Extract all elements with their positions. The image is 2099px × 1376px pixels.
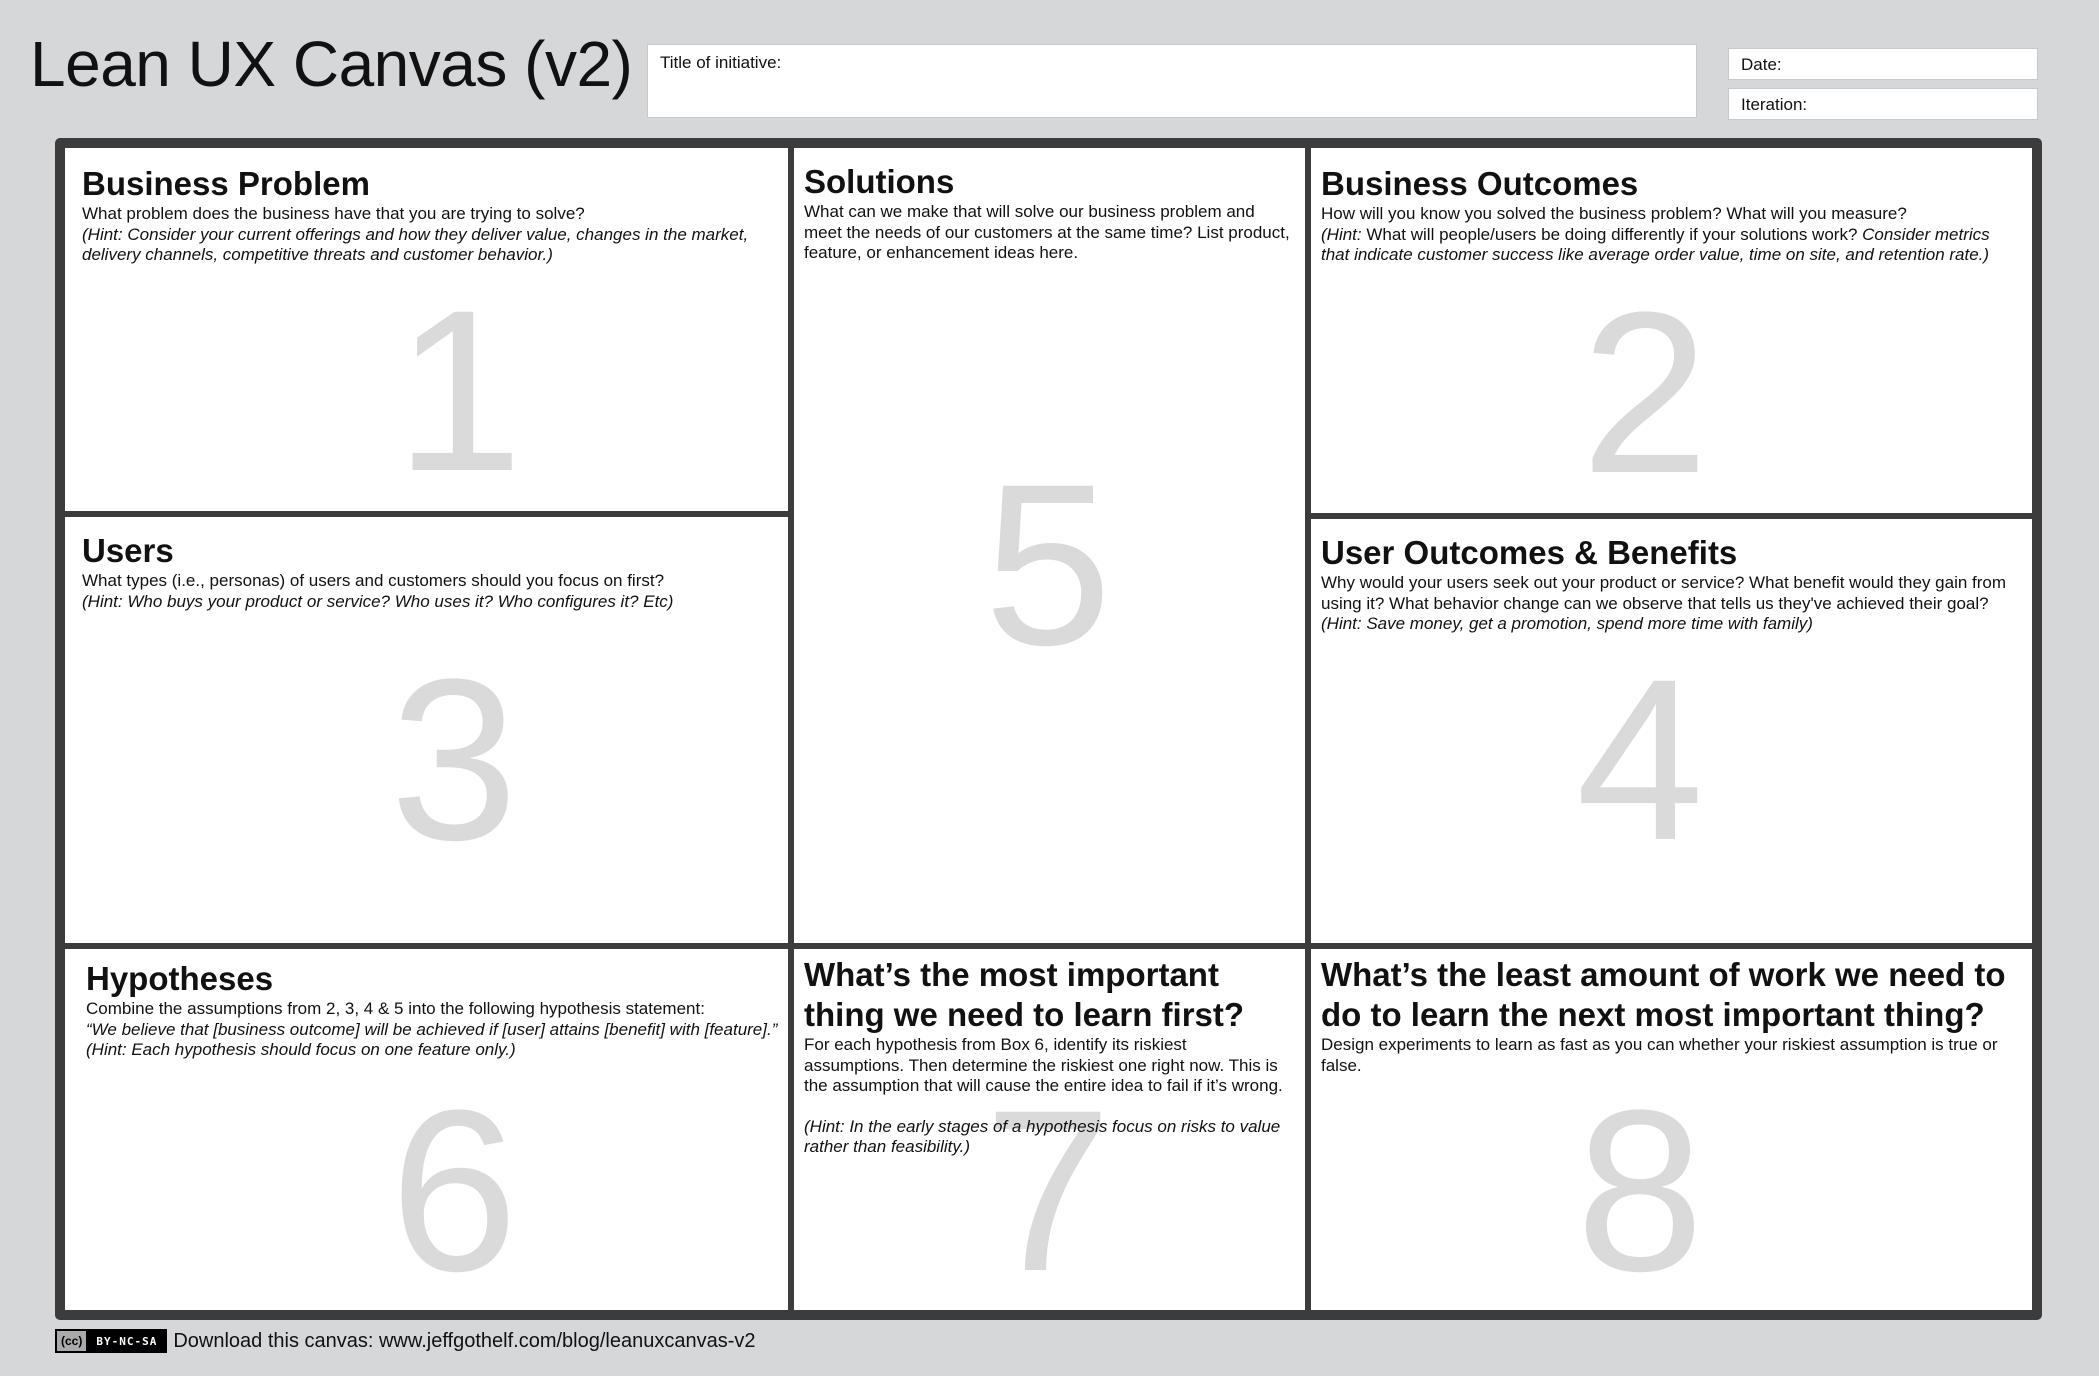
lean-ux-canvas (55, 138, 2042, 1320)
box-hint: (Hint: Save money, get a promotion, spend more time with family) (1321, 614, 1813, 633)
box-heading: Users (82, 532, 174, 569)
box-user-outcomes[interactable] (1311, 519, 2032, 943)
hint-plain: What will people/users be doing differently if your solutions work? (1361, 224, 1863, 244)
box-hint: (Hint: Consider your current offerings and how they deliver value, changes in the market, delivery channels, competitive threats and customer behavior.) (82, 224, 749, 264)
box-solutions[interactable] (794, 148, 1305, 943)
box-business-outcomes[interactable] (1311, 148, 2032, 513)
page-title: Lean UX Canvas (v2) (30, 28, 633, 100)
box-number: 1 (395, 262, 523, 511)
date-label: Date: (1741, 55, 1782, 74)
box-number: 7 (984, 1062, 1112, 1310)
box-business-problem[interactable] (65, 148, 788, 511)
box-hypotheses[interactable] (65, 949, 788, 1310)
footer (55, 1328, 756, 1354)
box-description: For each hypothesis from Box 6, identify its riskiest assumptions. Then determine the riskiest one right now. This is the assumption that will cause the entire idea to fail if it’s wrong. (804, 1035, 1283, 1095)
hint-rest: Consider metrics that indicate customer success like average order value, time on site, and retention rate.) (1321, 224, 1990, 264)
box-number: 4 (1576, 631, 1704, 888)
box-heading: Business Outcomes (1321, 165, 1639, 202)
cc-license-badge[interactable] (55, 1329, 167, 1353)
box-description: What problem does the business have that you are trying to solve? (82, 204, 585, 223)
box-users[interactable] (65, 517, 788, 943)
initiative-title-label: Title of initiative: (660, 53, 782, 72)
box-heading: Business Problem (82, 165, 370, 202)
box-heading: Solutions (804, 163, 955, 200)
iteration-field[interactable] (1728, 88, 2038, 120)
box-learn-first[interactable] (794, 949, 1305, 1310)
box-heading: What’s the most important thing we need to learn first? (804, 956, 1245, 1033)
box-hint: (Hint: Each hypothesis should focus on one feature only.) (86, 1040, 516, 1059)
box-description: Design experiments to learn as fast as you can whether your riskiest assumption is true or false. (1321, 1035, 1998, 1075)
hypothesis-statement: “We believe that [business outcome] will be achieved if [user] attains [benefit] with [feature].” (86, 1019, 778, 1039)
cc-icon: (cc) (57, 1331, 88, 1351)
download-link[interactable]: Download this canvas: www.jeffgothelf.com/blog/leanuxcanvas-v2 (173, 1329, 756, 1352)
box-hint: (Hint: In the early stages of a hypothesis focus on risks to value rather than feasibility.) (804, 1116, 1281, 1156)
box-least-work[interactable] (1311, 949, 2032, 1310)
box-description: How will you know you solved the business problem? What will you measure? (1321, 204, 1907, 223)
box-number: 5 (984, 436, 1112, 693)
iteration-label: Iteration: (1741, 95, 1808, 114)
box-description: What types (i.e., personas) of users and customers should you focus on first? (82, 571, 665, 590)
box-description: Combine the assumptions from 2, 3, 4 & 5 into the following hypothesis statement: (86, 999, 705, 1018)
box-heading: What’s the least amount of work we need to do to learn the next most important thing? (1321, 956, 2006, 1033)
box-hint (1321, 225, 2018, 266)
box-heading: Hypotheses (86, 960, 274, 997)
box-hint: (Hint: Who buys your product or service? Who uses it? Who configures it? Etc) (82, 591, 674, 611)
box-heading: User Outcomes & Benefits (1321, 534, 1738, 571)
box-description: What can we make that will solve our business problem and meet the needs of our customers at the same time? List product, feature, or enhancement ideas here. (804, 202, 1290, 262)
initiative-title-field[interactable] (647, 44, 1697, 118)
box-number: 2 (1581, 264, 1709, 513)
box-number: 8 (1576, 1062, 1704, 1310)
hint-prefix: (Hint: (1321, 224, 1362, 244)
box-number: 3 (390, 631, 518, 888)
box-number: 6 (390, 1062, 518, 1310)
date-field[interactable] (1728, 48, 2038, 80)
cc-license-text: BY-NC-SA (96, 1334, 158, 1348)
box-description: Why would your users seek out your product or service? What benefit would they gain from using it? What behavior change can we observe that tells us they've achieved their goal? (1321, 573, 2007, 613)
